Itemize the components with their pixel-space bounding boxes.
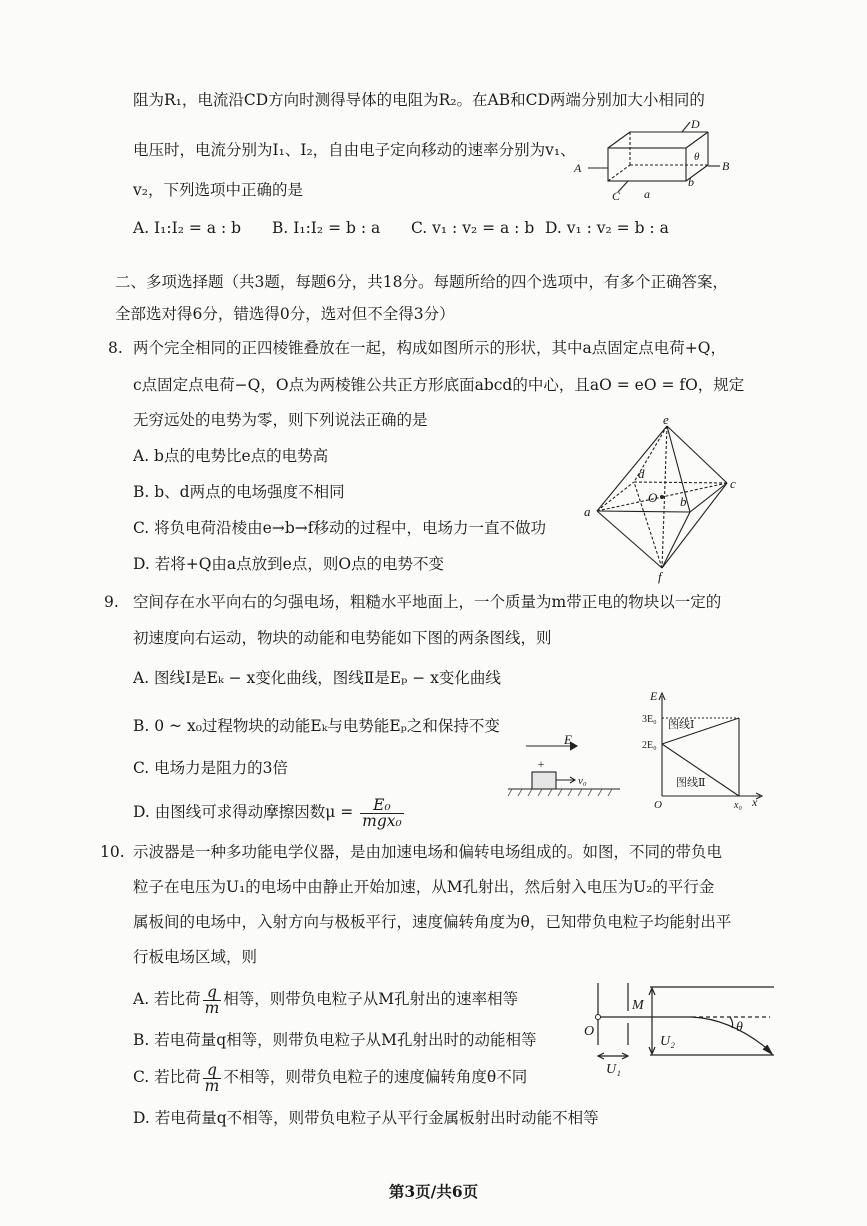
origin-label: O bbox=[654, 799, 662, 811]
axis-E: E bbox=[650, 689, 658, 703]
q10-option-d: D. 若电荷量q不相等，则带负电粒子从平行金属板射出时动能不相等 bbox=[133, 1109, 599, 1127]
label-O: O bbox=[648, 490, 658, 505]
ratio-denominator: m bbox=[204, 1076, 220, 1095]
section-2-rules: 全部选对得6分，错选得0分，选对但不全得3分） bbox=[115, 305, 455, 323]
ratio-denominator: m bbox=[204, 998, 220, 1017]
q10-text-line-2: 粒子在电压为U₁的电场中由静止开始加速，从M孔射出，然后射入电压为U₂的平行金 bbox=[133, 878, 715, 896]
label-U2: U₂ bbox=[660, 1034, 675, 1049]
q9-text-line-2: 初速度向右运动，物块的动能和电势能如下图的两条图线，则 bbox=[133, 629, 552, 647]
label-b: b bbox=[688, 175, 694, 189]
q7-text-line-2: 电压时，电流分别为I₁、I₂，自由电子定向移动的速率分别为v₁、 bbox=[133, 141, 576, 159]
q7-text-line-1: 阻为R₁，电流沿CD方向时测得导体的电阻为R₂。在AB和CD两端分别加大小相同的 bbox=[133, 91, 705, 109]
q10-option-a-suffix: 相等，则带负电粒子从M孔射出的速率相等 bbox=[223, 990, 519, 1008]
charge-mass-ratio bbox=[203, 1060, 222, 1095]
q8-text-line-3: 无穷远处的电势为零，则下列说法正确的是 bbox=[133, 411, 428, 429]
conductor-block-figure bbox=[570, 118, 730, 208]
label-theta: θ bbox=[694, 151, 700, 163]
line-II-label: 图线Ⅱ bbox=[676, 777, 706, 789]
friction-fraction bbox=[360, 795, 404, 830]
ratio-numerator: q bbox=[203, 1063, 222, 1079]
q9-option-b: B. 0 ~ x₀过程物块的动能Eₖ与电势能Eₚ之和保持不变 bbox=[133, 717, 500, 735]
label-D: D bbox=[691, 117, 700, 131]
label-C: C bbox=[612, 189, 621, 203]
block-on-ground-figure bbox=[508, 730, 623, 800]
fraction-numerator: E₀ bbox=[360, 798, 404, 814]
q7-option-b: B. I₁:I₂ = b : a bbox=[272, 219, 381, 237]
q10-option-b: B. 若电荷量q相等，则带负电粒子从M孔射出时的动能相等 bbox=[133, 1031, 537, 1049]
label-O: O bbox=[584, 1024, 595, 1039]
q10-option-c-suffix: 不相等，则带负电粒子的速度偏转角度θ不同 bbox=[223, 1068, 528, 1086]
double-pyramid-figure bbox=[582, 412, 747, 584]
q9-option-d bbox=[133, 796, 406, 829]
q9-option-a: A. 图线Ⅰ是Eₖ − x变化曲线，图线Ⅱ是Eₚ − x变化曲线 bbox=[133, 669, 501, 687]
q8-number: 8. bbox=[108, 339, 123, 357]
label-d: d bbox=[638, 466, 645, 481]
label-B: B bbox=[722, 159, 730, 173]
q10-option-c bbox=[133, 1060, 527, 1094]
label-f: f bbox=[658, 569, 662, 584]
q10-text-line-3: 属板间的电场中，入射方向与极板平行，速度偏转角度为θ，已知带负电粒子均能射出平 bbox=[133, 913, 732, 931]
q8-option-b: B. b、d两点的电场强度不相同 bbox=[133, 483, 345, 501]
label-v0: v₀ bbox=[578, 775, 587, 787]
label-c: c bbox=[730, 476, 736, 491]
q10-number: 10. bbox=[100, 843, 125, 861]
charge-mass-ratio bbox=[203, 982, 222, 1017]
q7-text-line-3: v₂，下列选项中正确的是 bbox=[133, 181, 303, 199]
q7-option-a: A. I₁:I₂ = a : b bbox=[133, 219, 242, 237]
fraction-denominator: mgx₀ bbox=[362, 811, 402, 830]
label-a: a bbox=[644, 187, 650, 201]
label-M: M bbox=[632, 998, 644, 1013]
q10-option-a bbox=[133, 982, 518, 1016]
charge-sign: + bbox=[537, 757, 545, 771]
tick-3E0: 3E₀ bbox=[642, 714, 657, 725]
q8-text-line-2: c点固定点电荷−Q，O点为两棱锥公共正方形底面abcd的中心，且aO = eO = fO，规定 bbox=[133, 376, 745, 394]
axis-x: x bbox=[752, 795, 758, 809]
label-a: a bbox=[584, 504, 591, 519]
q8-option-c: C. 将负电荷沿棱由e→b→f移动的过程中，电场力一直不做功 bbox=[133, 519, 546, 537]
q7-option-d: D. v₁ : v₂ = b : a bbox=[545, 219, 669, 237]
q10-option-c-prefix: C. 若比荷 bbox=[133, 1068, 201, 1086]
section-2-heading: 二、多项选择题（共3题，每题6分，共18分。每题所给的四个选项中，有多个正确答案， bbox=[115, 273, 728, 291]
tick-x0: x₀ bbox=[734, 800, 742, 811]
tick-2E0: 2E₀ bbox=[642, 740, 657, 751]
label-E: E bbox=[564, 732, 572, 747]
q9-option-c: C. 电场力是阻力的3倍 bbox=[133, 759, 289, 777]
label-theta: θ bbox=[736, 1020, 743, 1035]
energy-graph bbox=[642, 690, 767, 815]
q8-option-d: D. 若将+Q由a点放到e点，则O点的电势不变 bbox=[133, 555, 445, 573]
page-number: 第3页/共6页 bbox=[388, 1182, 479, 1201]
q8-text-line-1: 两个完全相同的正四棱锥叠放在一起，构成如图所示的形状，其中a点固定点电荷+Q， bbox=[133, 339, 726, 357]
q10-option-a-prefix: A. 若比荷 bbox=[133, 990, 201, 1008]
q7-option-c: C. v₁ : v₂ = a : b bbox=[411, 219, 535, 237]
label-A: A bbox=[574, 161, 582, 175]
q9-option-d-text: D. 由图线可求得动摩擦因数μ = bbox=[133, 803, 354, 821]
line-I-label: 图线Ⅰ bbox=[668, 719, 695, 731]
oscilloscope-figure bbox=[582, 975, 782, 1085]
label-U1: U₁ bbox=[606, 1062, 621, 1077]
q8-option-a: A. b点的电势比e点的电势高 bbox=[133, 447, 329, 465]
ratio-numerator: q bbox=[203, 985, 222, 1001]
label-b: b bbox=[680, 494, 687, 509]
q10-text-line-1: 示波器是一种多功能电学仪器，是由加速电场和偏转电场组成的。如图，不同的带负电 bbox=[133, 843, 723, 861]
q9-text-line-1: 空间存在水平向右的匀强电场，粗糙水平地面上，一个质量为m带正电的物块以一定的 bbox=[133, 593, 722, 611]
q9-number: 9. bbox=[104, 593, 119, 611]
q10-text-line-4: 行板电场区域，则 bbox=[133, 948, 258, 966]
label-e: e bbox=[663, 412, 669, 427]
